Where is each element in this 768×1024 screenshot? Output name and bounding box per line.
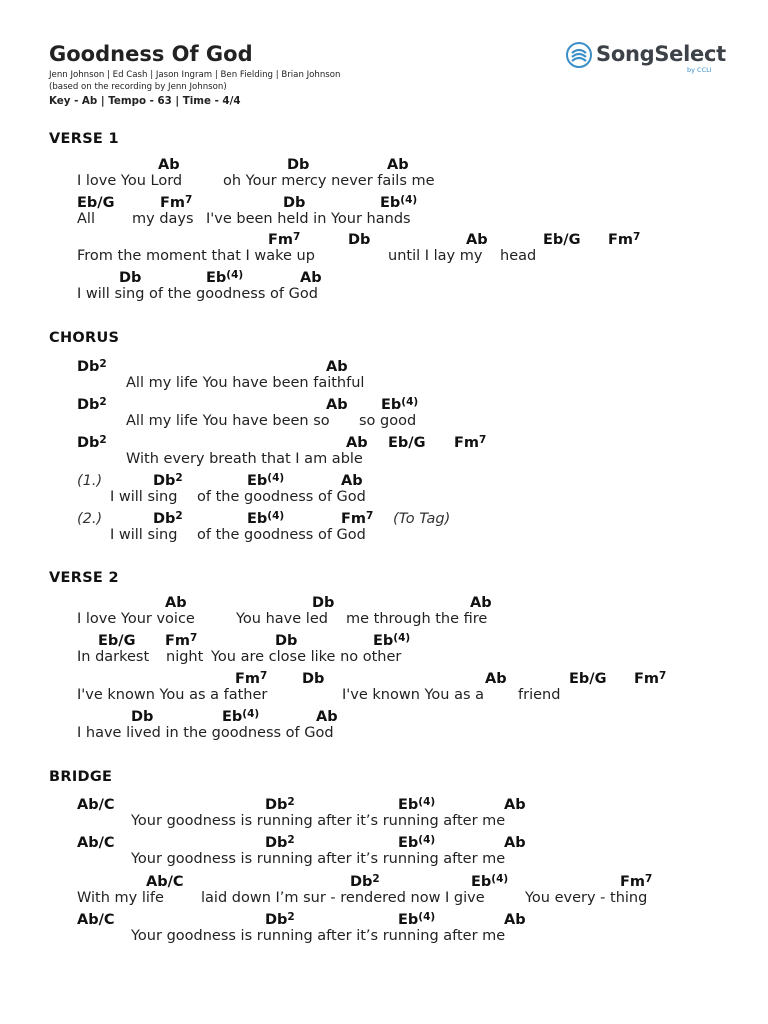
recording-note: (based on the recording by Jenn Johnson) bbox=[49, 82, 227, 92]
chord: Eb/G bbox=[77, 195, 115, 211]
chord: Fm$^7$ bbox=[341, 510, 374, 527]
lyric: so good bbox=[359, 413, 417, 429]
section-heading-bridge: BRIDGE bbox=[49, 769, 113, 785]
lyric: I will sing of the goodness of God bbox=[77, 286, 318, 302]
chorus-line-1 bbox=[0, 359, 768, 395]
chorus-line-4 bbox=[0, 473, 768, 509]
chord: Db$^2$ bbox=[153, 472, 183, 489]
lyric: friend bbox=[518, 687, 561, 703]
bridge-line-2 bbox=[0, 835, 768, 871]
key-tempo-time: Key - Ab | Tempo - 63 | Time - 4/4 bbox=[49, 95, 241, 107]
chord: Eb$^{(4)}$ bbox=[398, 796, 436, 813]
chord: Eb$^{(4)}$ bbox=[247, 510, 285, 527]
chorus-line-5 bbox=[0, 511, 768, 547]
chord: Ab/C bbox=[77, 797, 115, 813]
lyric: of the goodness of God bbox=[197, 527, 366, 543]
chord: Db$^2$ bbox=[265, 911, 295, 928]
chord: Eb$^{(4)}$ bbox=[373, 632, 411, 649]
lyric: laid down I’m sur - rendered now I give bbox=[201, 890, 485, 906]
chord: Ab bbox=[326, 359, 348, 375]
chord: Eb$^{(4)}$ bbox=[398, 834, 436, 851]
lyric: You have led bbox=[236, 611, 328, 627]
chord: Eb$^{(4)}$ bbox=[247, 472, 285, 489]
chord: Ab bbox=[316, 709, 338, 725]
lyric: I will sing bbox=[110, 527, 178, 543]
chord: Eb$^{(4)}$ bbox=[222, 708, 260, 725]
verse2-line-3 bbox=[0, 671, 768, 707]
song-title: Goodness Of God bbox=[49, 42, 253, 66]
chord: Db bbox=[275, 633, 298, 649]
chord: Eb$^{(4)}$ bbox=[206, 269, 244, 286]
chord: Ab bbox=[326, 397, 348, 413]
lyric: In darkest bbox=[77, 649, 150, 665]
lyric: You every - thing bbox=[525, 890, 648, 906]
lyric: me through the fire bbox=[346, 611, 488, 627]
chord: Db bbox=[119, 270, 142, 286]
chord: Db$^2$ bbox=[77, 358, 107, 375]
lyric: I love You Lord bbox=[77, 173, 183, 189]
chord: Ab bbox=[300, 270, 322, 286]
chord: Db$^2$ bbox=[350, 873, 380, 890]
logo-name: SongSelect bbox=[596, 42, 726, 66]
section-heading-chorus: CHORUS bbox=[49, 330, 120, 346]
chord: Ab bbox=[341, 473, 363, 489]
chorus-line-3 bbox=[0, 435, 768, 471]
chord: Eb$^{(4)}$ bbox=[471, 873, 509, 890]
chord: Ab bbox=[504, 797, 526, 813]
verse2-line-1 bbox=[0, 595, 768, 631]
chord: Db bbox=[131, 709, 154, 725]
lyric: You are close like no other bbox=[211, 649, 402, 665]
chord: Ab bbox=[387, 157, 409, 173]
tag-note: (To Tag) bbox=[393, 511, 451, 527]
chord: Ab bbox=[485, 671, 507, 687]
chord: Fm$^7$ bbox=[160, 194, 193, 211]
lyric: I've known You as a father bbox=[77, 687, 268, 703]
chord: Fm$^7$ bbox=[634, 670, 667, 687]
verse1-line-3 bbox=[0, 232, 768, 268]
bridge-line-3 bbox=[0, 874, 768, 910]
lyric: I will sing bbox=[110, 489, 178, 505]
chord: Ab bbox=[504, 912, 526, 928]
chord: Db bbox=[287, 157, 310, 173]
chord: Fm$^7$ bbox=[235, 670, 268, 687]
chord: Db$^2$ bbox=[77, 434, 107, 451]
chord: Ab bbox=[158, 157, 180, 173]
section-heading-verse-2: VERSE 2 bbox=[49, 570, 119, 586]
ending-marker: (2.) bbox=[77, 511, 103, 527]
chord: Eb/G bbox=[388, 435, 426, 451]
lyric: Your goodness is running after it’s running after me bbox=[131, 928, 506, 944]
chord: Db bbox=[348, 232, 371, 248]
chord: Db bbox=[283, 195, 306, 211]
lyric: All my life You have been faithful bbox=[126, 375, 365, 391]
chord: Ab bbox=[470, 595, 492, 611]
verse2-line-2 bbox=[0, 633, 768, 669]
verse1-line-2 bbox=[0, 195, 768, 231]
chord: Db$^2$ bbox=[265, 796, 295, 813]
chord: Fm$^7$ bbox=[454, 434, 487, 451]
lyric: From the moment that I wake up bbox=[77, 248, 315, 264]
verse2-line-4 bbox=[0, 709, 768, 745]
lyric: I've been held in Your hands bbox=[206, 211, 411, 227]
bridge-line-1 bbox=[0, 797, 768, 833]
lyric: Your goodness is running after it’s running after me bbox=[131, 813, 506, 829]
lyric: my days bbox=[132, 211, 194, 227]
chord: Db$^2$ bbox=[153, 510, 183, 527]
songselect-logo-icon bbox=[566, 42, 592, 68]
lyric: I've known You as a bbox=[342, 687, 485, 703]
chord: Eb$^{(4)}$ bbox=[381, 396, 419, 413]
songselect-logo bbox=[566, 42, 726, 76]
logo-sub: by CCLI bbox=[687, 66, 712, 74]
lyric: head bbox=[500, 248, 537, 264]
chord: Ab/C bbox=[77, 835, 115, 851]
lyric: Your goodness is running after it’s running after me bbox=[131, 851, 506, 867]
chord: Eb/G bbox=[98, 633, 136, 649]
chorus-line-2 bbox=[0, 397, 768, 433]
bridge-line-4 bbox=[0, 912, 768, 948]
lyric: All my life You have been so bbox=[126, 413, 330, 429]
lyric: With my life bbox=[77, 890, 164, 906]
lyric: With every breath that I am able bbox=[126, 451, 363, 467]
chord: Eb$^{(4)}$ bbox=[380, 194, 418, 211]
lyric: I have lived in the goodness of God bbox=[77, 725, 334, 741]
chord: Db$^2$ bbox=[265, 834, 295, 851]
chord: Ab/C bbox=[77, 912, 115, 928]
chord: Fm$^7$ bbox=[268, 231, 301, 248]
song-authors: Jenn Johnson | Ed Cash | Jason Ingram | Ben Fielding | Brian Johnson bbox=[49, 70, 341, 80]
chord: Fm$^7$ bbox=[165, 632, 198, 649]
chord: Eb/G bbox=[543, 232, 581, 248]
lyric: I love Your voice bbox=[77, 611, 195, 627]
chord: Eb$^{(4)}$ bbox=[398, 911, 436, 928]
chord: Fm$^7$ bbox=[608, 231, 641, 248]
lyric: until I lay my bbox=[388, 248, 483, 264]
lyric: night bbox=[166, 649, 204, 665]
section-heading-verse-1: VERSE 1 bbox=[49, 131, 119, 147]
chord: Eb/G bbox=[569, 671, 607, 687]
chord: Ab bbox=[346, 435, 368, 451]
verse1-line-4 bbox=[0, 270, 768, 306]
verse1-line-1 bbox=[0, 157, 768, 193]
chord: Db bbox=[302, 671, 325, 687]
lyric: oh Your mercy never fails me bbox=[223, 173, 435, 189]
chord: Ab bbox=[466, 232, 488, 248]
chord: Db$^2$ bbox=[77, 396, 107, 413]
lyric: All bbox=[77, 211, 95, 227]
chord: Db bbox=[312, 595, 335, 611]
ending-marker: (1.) bbox=[77, 473, 103, 489]
chord: Fm$^7$ bbox=[620, 873, 653, 890]
lyric: of the goodness of God bbox=[197, 489, 366, 505]
chord: Ab/C bbox=[146, 874, 184, 890]
chord: Ab bbox=[504, 835, 526, 851]
chord: Ab bbox=[165, 595, 187, 611]
